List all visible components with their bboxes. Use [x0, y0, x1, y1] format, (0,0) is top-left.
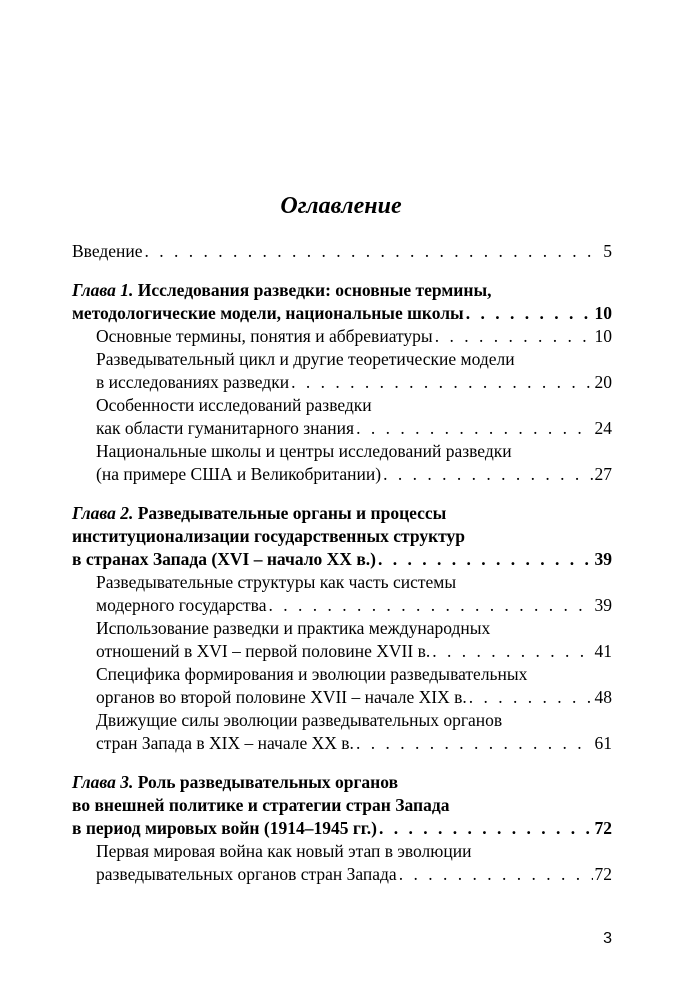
- toc-section: [72, 371, 612, 394]
- chapter-title-line: методологические модели, национальные школы: [72, 303, 464, 323]
- section-title-line: стран Запада в XIX – начале XX в.: [96, 733, 354, 753]
- dot-leader: [356, 732, 593, 755]
- toc-chapter: [72, 502, 612, 755]
- dot-leader: [378, 548, 593, 571]
- section-title-line: (на примере США и Великобритании): [96, 464, 382, 484]
- section-title-line: Разведывательные структуры как часть системы: [96, 572, 457, 592]
- chapter-title-line: Роль разведывательных органов: [137, 772, 399, 792]
- chapter-title-line: Разведывательные органы и процессы: [137, 503, 447, 523]
- section-title-line: Движущие силы эволюции разведывательных органов: [96, 710, 503, 730]
- page-number: 3: [603, 930, 612, 947]
- dot-leader: [291, 371, 592, 394]
- chapter-title-line: в странах Запада (XVI – начало XX в.): [72, 549, 376, 569]
- dot-leader: [145, 240, 602, 263]
- chapter-page: 72: [594, 818, 612, 838]
- section-title-line: Национальные школы и центры исследований разведки: [96, 441, 512, 461]
- toc-chapter: [72, 279, 612, 486]
- dot-leader: [466, 302, 593, 325]
- section-page: 24: [594, 418, 612, 438]
- toc-chapter: [72, 771, 612, 886]
- section-page: 41: [594, 641, 612, 661]
- toc-title: Оглавление: [280, 193, 402, 219]
- dot-leader: [383, 463, 592, 486]
- section-title-line: Использование разведки и практика международных: [96, 618, 491, 638]
- dot-leader: [268, 594, 592, 617]
- section-title-line: Специфика формирования и эволюции разведывательных: [96, 664, 528, 684]
- chapter-label: Глава 1.: [72, 280, 134, 300]
- toc-intro: [72, 240, 612, 263]
- section-title-line: Особенности исследований разведки: [96, 395, 372, 415]
- chapter-page: 10: [594, 303, 612, 323]
- chapter-title-line: Исследования разведки: основные термины,: [137, 280, 492, 300]
- section-title-line: модерного государства: [96, 595, 267, 615]
- section-title-line: Основные термины, понятия и аббревиатуры: [96, 326, 433, 346]
- table-of-contents: [72, 240, 612, 886]
- toc-section: [72, 686, 612, 709]
- dot-leader: [435, 325, 593, 348]
- section-title-line: Первая мировая война как новый этап в эволюции: [96, 841, 472, 861]
- section-title-line: разведывательных органов стран Запада: [96, 864, 397, 884]
- dot-leader: [356, 417, 592, 440]
- section-page: 27: [594, 464, 612, 484]
- toc-section: [72, 640, 612, 663]
- dot-leader: [399, 863, 593, 886]
- toc-section: [72, 463, 612, 486]
- section-title-line: органов во второй половине XVII – начале XIX в.: [96, 687, 467, 707]
- dot-leader: [432, 640, 592, 663]
- toc-section: [72, 863, 612, 886]
- dot-leader: [469, 686, 593, 709]
- chapter-label: Глава 2.: [72, 503, 134, 523]
- chapter-title-line: в период мировых войн (1914–1945 гг.): [72, 818, 377, 838]
- chapter-title-line: во внешней политике и стратегии стран Запада: [72, 795, 450, 815]
- section-page: 20: [594, 372, 612, 392]
- section-page: 39: [594, 595, 612, 615]
- toc-section: [72, 417, 612, 440]
- toc-section: [72, 594, 612, 617]
- toc-section: [72, 732, 612, 755]
- section-page: 72: [594, 864, 612, 884]
- dot-leader: [379, 817, 593, 840]
- section-page: 10: [594, 326, 612, 346]
- section-title-line: Разведывательный цикл и другие теоретические модели: [96, 349, 515, 369]
- section-title-line: как области гуманитарного знания: [96, 418, 355, 438]
- chapter-title-line: институционализации государственных структур: [72, 526, 466, 546]
- toc-intro-label: Введение: [72, 241, 143, 261]
- toc-section: [72, 325, 612, 348]
- toc-intro-page: 5: [603, 241, 612, 261]
- section-page: 48: [594, 687, 612, 707]
- section-title-line: в исследованиях разведки: [96, 372, 290, 392]
- section-title-line: отношений в XVI – первой половине XVII в.: [96, 641, 431, 661]
- chapter-page: 39: [594, 549, 612, 569]
- chapter-label: Глава 3.: [72, 772, 134, 792]
- section-page: 61: [594, 733, 612, 753]
